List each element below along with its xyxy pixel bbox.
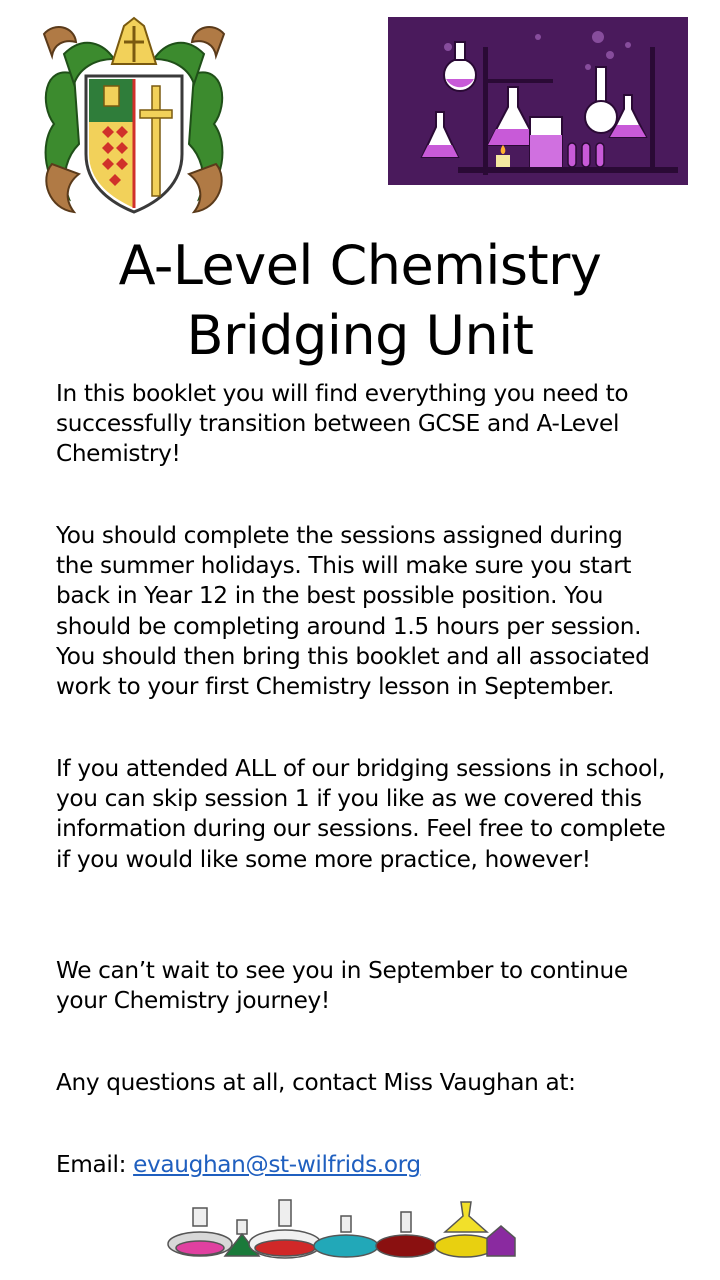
contact-paragraph: Any questions at all, contact Miss Vaughan at: <box>56 1069 576 1096</box>
colourful-flasks-icon <box>165 1198 525 1260</box>
chemistry-lab-banner-icon <box>388 17 688 185</box>
email-label: Email: <box>56 1151 134 1178</box>
page-title-line-1: A-Level Chemistry <box>118 234 602 297</box>
summer-sessions-paragraph: You should complete the sessions assigned during the summer holidays. This will make sure you start back in Year 12 in the best possible position. You should be completing around 1.5 hours per session. You should then bring this booklet and all associated work to your first Chemistry lesson in September. <box>56 522 650 701</box>
email-link[interactable]: evaughan@st-wilfrids.org <box>133 1151 421 1178</box>
closing-paragraph: We can’t wait to see you in September to continue your Chemistry journey! <box>56 957 628 1015</box>
intro-paragraph: In this booklet you will find everything you need to successfully transition between GCSE and A-Level Chemistry! <box>56 380 629 468</box>
skip-session-paragraph: If you attended ALL of our bridging sessions in school, you can skip session 1 if you like as we covered this information during our sessions. Feel free to complete if you would like some more practice, however! <box>56 755 666 873</box>
page-title-line-2: Bridging Unit <box>186 304 534 367</box>
email-line <box>56 1150 666 1180</box>
school-crest-icon <box>34 14 234 218</box>
